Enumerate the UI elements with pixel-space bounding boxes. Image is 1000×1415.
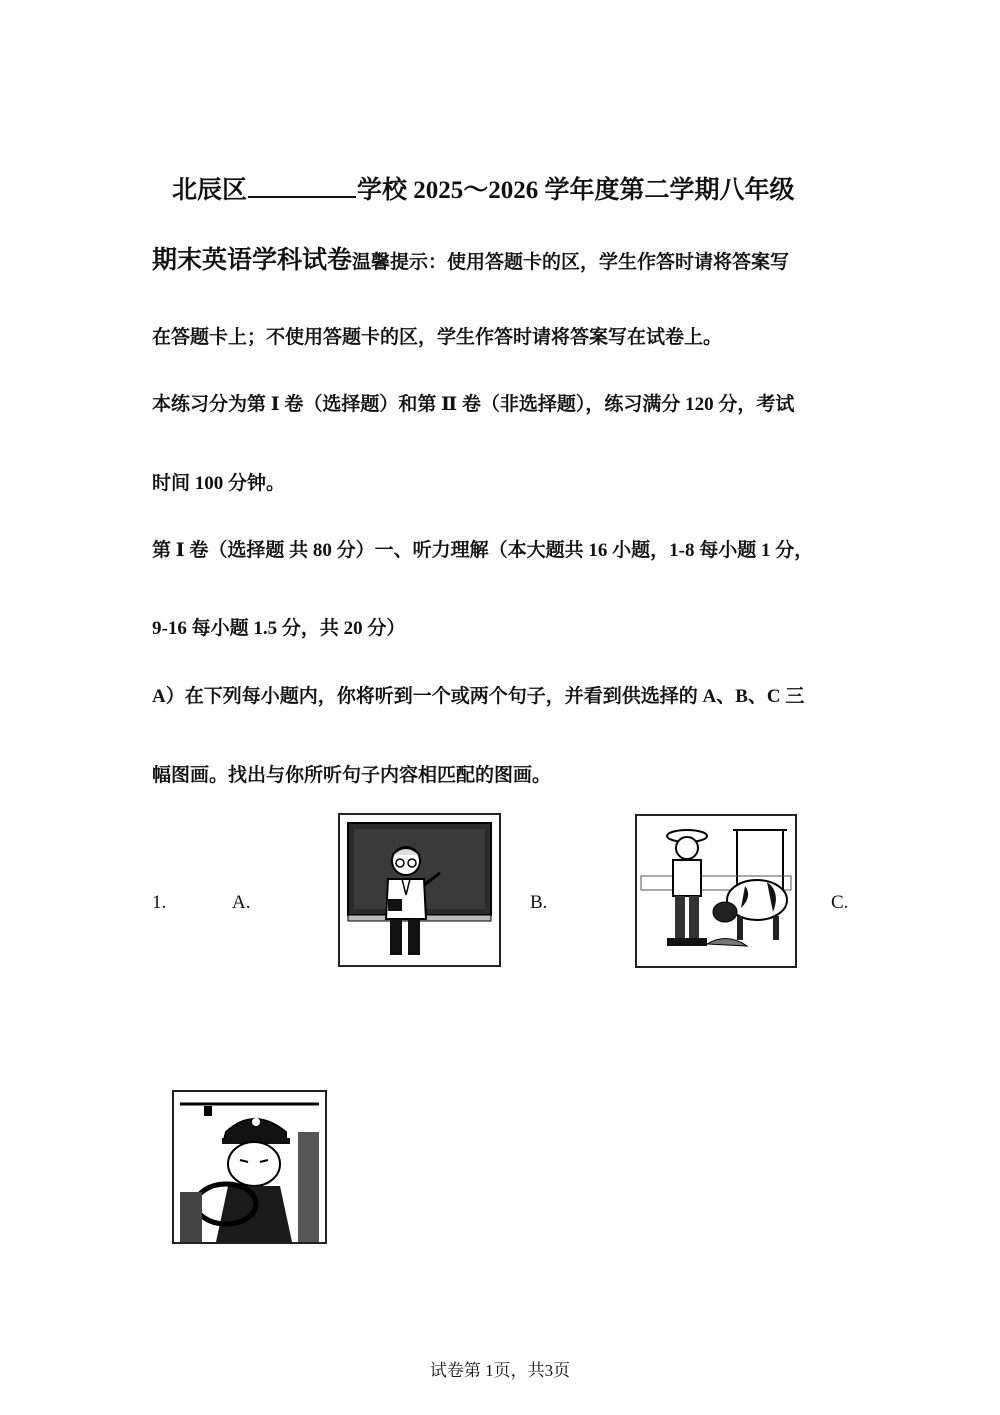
question-number: 1. <box>152 892 167 913</box>
page-footer: 试卷第 1页，共3页 <box>429 1361 571 1380</box>
option-b-label: B. <box>530 892 548 913</box>
instructions-line-1: 本练习分为第 Ⅰ 卷（选择题）和第 Ⅱ 卷（非选择题），练习满分 120 分，考试 <box>152 394 795 415</box>
partA-instructions-line1: A）在下列每小题内，你将听到一个或两个句子，并看到供选择的 A、B、C 三 <box>152 686 805 707</box>
notice-text-2: 在答题卡上；不使用答题卡的区，学生作答时请将答案写在试卷上。 <box>152 327 723 348</box>
option-a-label: A. <box>232 892 251 913</box>
driver-illustration <box>174 1092 325 1242</box>
exam-subject-title: 期末英语学科试卷 <box>152 247 353 274</box>
instructions-line-2: 时间 100 分钟。 <box>152 473 286 494</box>
section1-heading-line1: 第 Ⅰ 卷（选择题 共 80 分）一、听力理解（本大题共 16 小题，1-8 每小题 1 分， <box>152 540 814 561</box>
option-c-picture[interactable] <box>172 1090 327 1244</box>
school-name-blank[interactable] <box>248 174 356 198</box>
district-name: 北辰区 <box>172 177 248 204</box>
option-b-picture[interactable] <box>635 814 797 968</box>
partA-instructions-line2: 幅图画。找出与你所听句子内容相匹配的图画。 <box>152 765 552 786</box>
option-c-label: C. <box>831 892 849 913</box>
exam-title-text: 学校 2025～2026 学年度第二学期八年级 <box>357 177 795 204</box>
teacher-illustration <box>340 815 499 965</box>
exam-title-line2 <box>152 240 789 276</box>
option-a-picture[interactable] <box>338 813 501 967</box>
farmer-cow-illustration <box>637 816 795 966</box>
section1-heading-line2: 9-16 每小题 1.5 分，共 20 分） <box>152 618 406 639</box>
notice-text-1: 温馨提示：使用答题卡的区，学生作答时请将答案写 <box>352 252 790 273</box>
exam-title-line1 <box>172 170 795 206</box>
